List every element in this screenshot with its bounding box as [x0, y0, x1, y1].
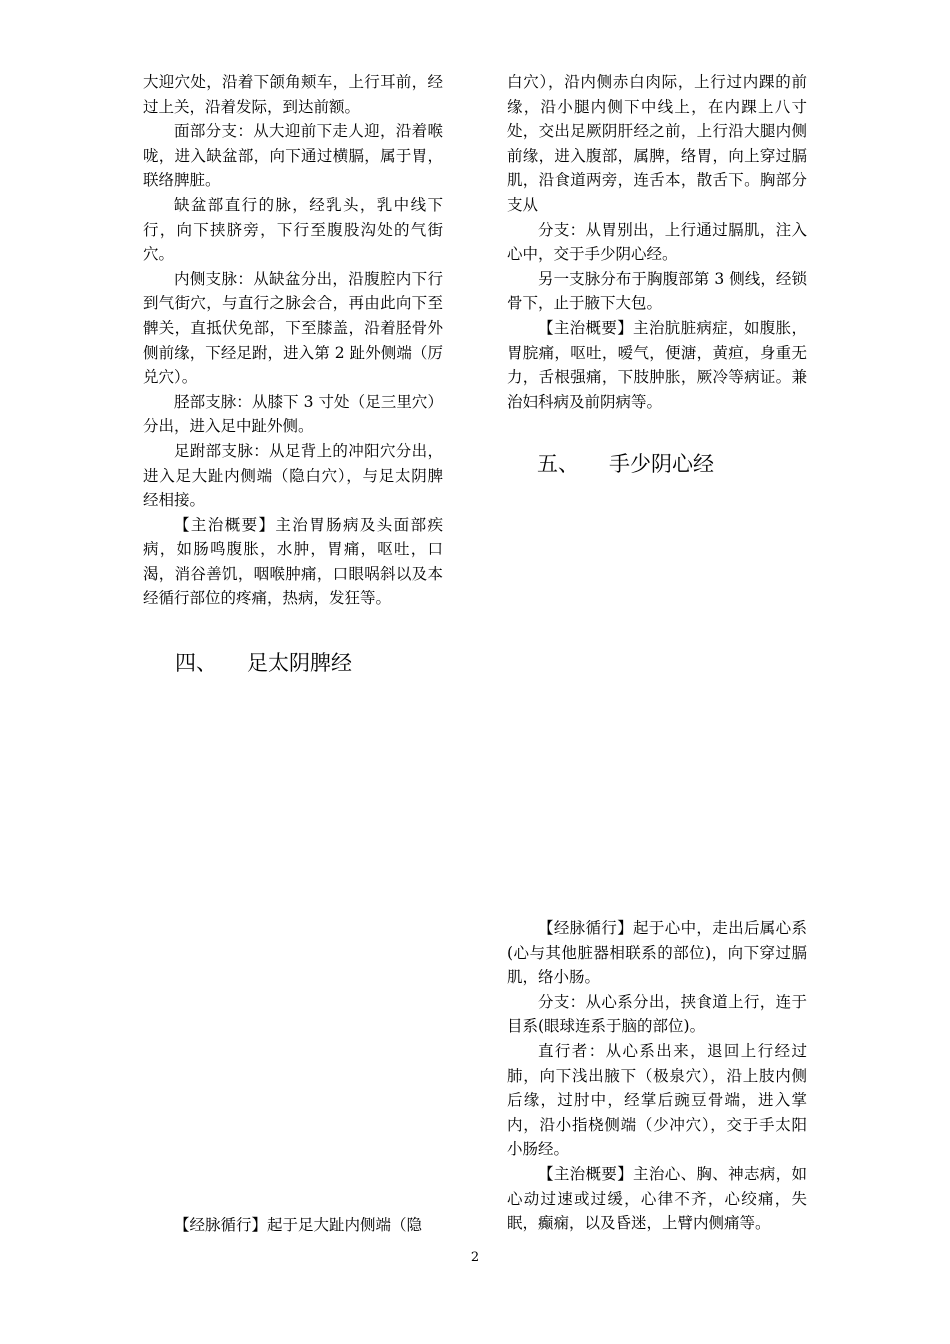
paragraph: 足跗部支脉：从足背上的冲阳穴分出，进入足大趾内侧端（隐白穴），与足太阴脾经相接。 [143, 441, 443, 510]
paragraph: 缺盆部直行的脉，经乳头，乳中线下行，向下挟脐旁，下行至腹股沟处的气街穴。 [143, 195, 443, 264]
paragraph: 另一支脉分布于胸腹部第 3 侧线，经锁骨下，止于腋下大包。 [507, 269, 807, 313]
section-number: 四、 [175, 651, 217, 675]
page-number: 2 [470, 1250, 480, 1265]
section-number: 五、 [537, 452, 579, 476]
right-column [507, 70, 807, 414]
paragraph: 胫部支脉：从膝下 3 寸处（足三里穴）分出，进入足中趾外侧。 [143, 392, 443, 436]
paragraph: 直行者：从心系出来，退回上行经过肺，向下浅出腋下（极泉穴），沿上肢内侧后缘，过肘中，经掌后豌豆骨端，进入掌内，沿小指桡侧端（少冲穴），交于手太阳小肠经。 [507, 1041, 807, 1159]
section-heading-4 [175, 650, 352, 676]
paragraph: 【经脉循行】起于足大趾内侧端（隐 [174, 1216, 423, 1234]
right-column-bottom [507, 916, 807, 1236]
paragraph: 【主治概要】主治肮脏病症，如腹胀，胃脘痛，呕吐，嗳气，便溏，黄疸，身重无力，舌根强痛，下肢肿胀，厥冷等病证。兼治妇科病及前阴病等。 [507, 318, 807, 411]
paragraph: 白穴），沿内侧赤白肉际，上行过内踝的前缘，沿小腿内侧下中线上，在内踝上八寸处，交出足厥阴肝经之前，上行沿大腿内侧前缘，进入腹部，属脾，络胃，向上穿过膈肌，沿食道两旁，连舌本，散舌下。胸部分支从 [507, 73, 807, 214]
paragraph: 【主治概要】主治心、胸、神志病，如心动过速或过缓，心律不齐，心绞痛，失眠，癫痫，以及昏迷，上臂内侧痛等。 [507, 1164, 807, 1233]
paragraph: 【经脉循行】起于心中，走出后属心系(心与其他脏器相联系的部位)，向下穿过膈肌，络小肠。 [507, 919, 807, 987]
section-heading-5 [537, 451, 714, 477]
paragraph: 【主治概要】主治胃肠病及头面部疾病，如肠鸣腹胀，水肿，胃痛，呕吐，口渴，消谷善饥，咽喉肿痛，口眼㖞斜以及本经循行部位的疼痛，热病，发狂等。 [143, 515, 443, 608]
paragraph: 分支：从胃别出，上行通过膈肌，注入心中，交于手少阴心经。 [507, 220, 807, 264]
left-column [143, 70, 443, 611]
paragraph: 大迎穴处，沿着下颌角颊车，上行耳前，经过上关，沿着发际，到达前额。 [143, 73, 443, 116]
paragraph: 内侧支脉：从缺盆分出，沿腹腔内下行到气街穴，与直行之脉会合，再由此向下至髀关，直抵伏免部，下至膝盖，沿着胫骨外侧前缘，下经足跗，进入第 2 趾外侧端（厉兑穴）。 [143, 269, 443, 387]
paragraph: 面部分支：从大迎前下走人迎，沿着喉咙，进入缺盆部，向下通过横膈，属于胃，联络脾脏。 [143, 122, 443, 190]
section-title: 手少阴心经 [609, 452, 714, 476]
section-title: 足太阴脾经 [247, 651, 352, 675]
paragraph: 分支：从心系分出，挟食道上行，连于目系(眼球连系于脑的部位)。 [507, 992, 807, 1036]
